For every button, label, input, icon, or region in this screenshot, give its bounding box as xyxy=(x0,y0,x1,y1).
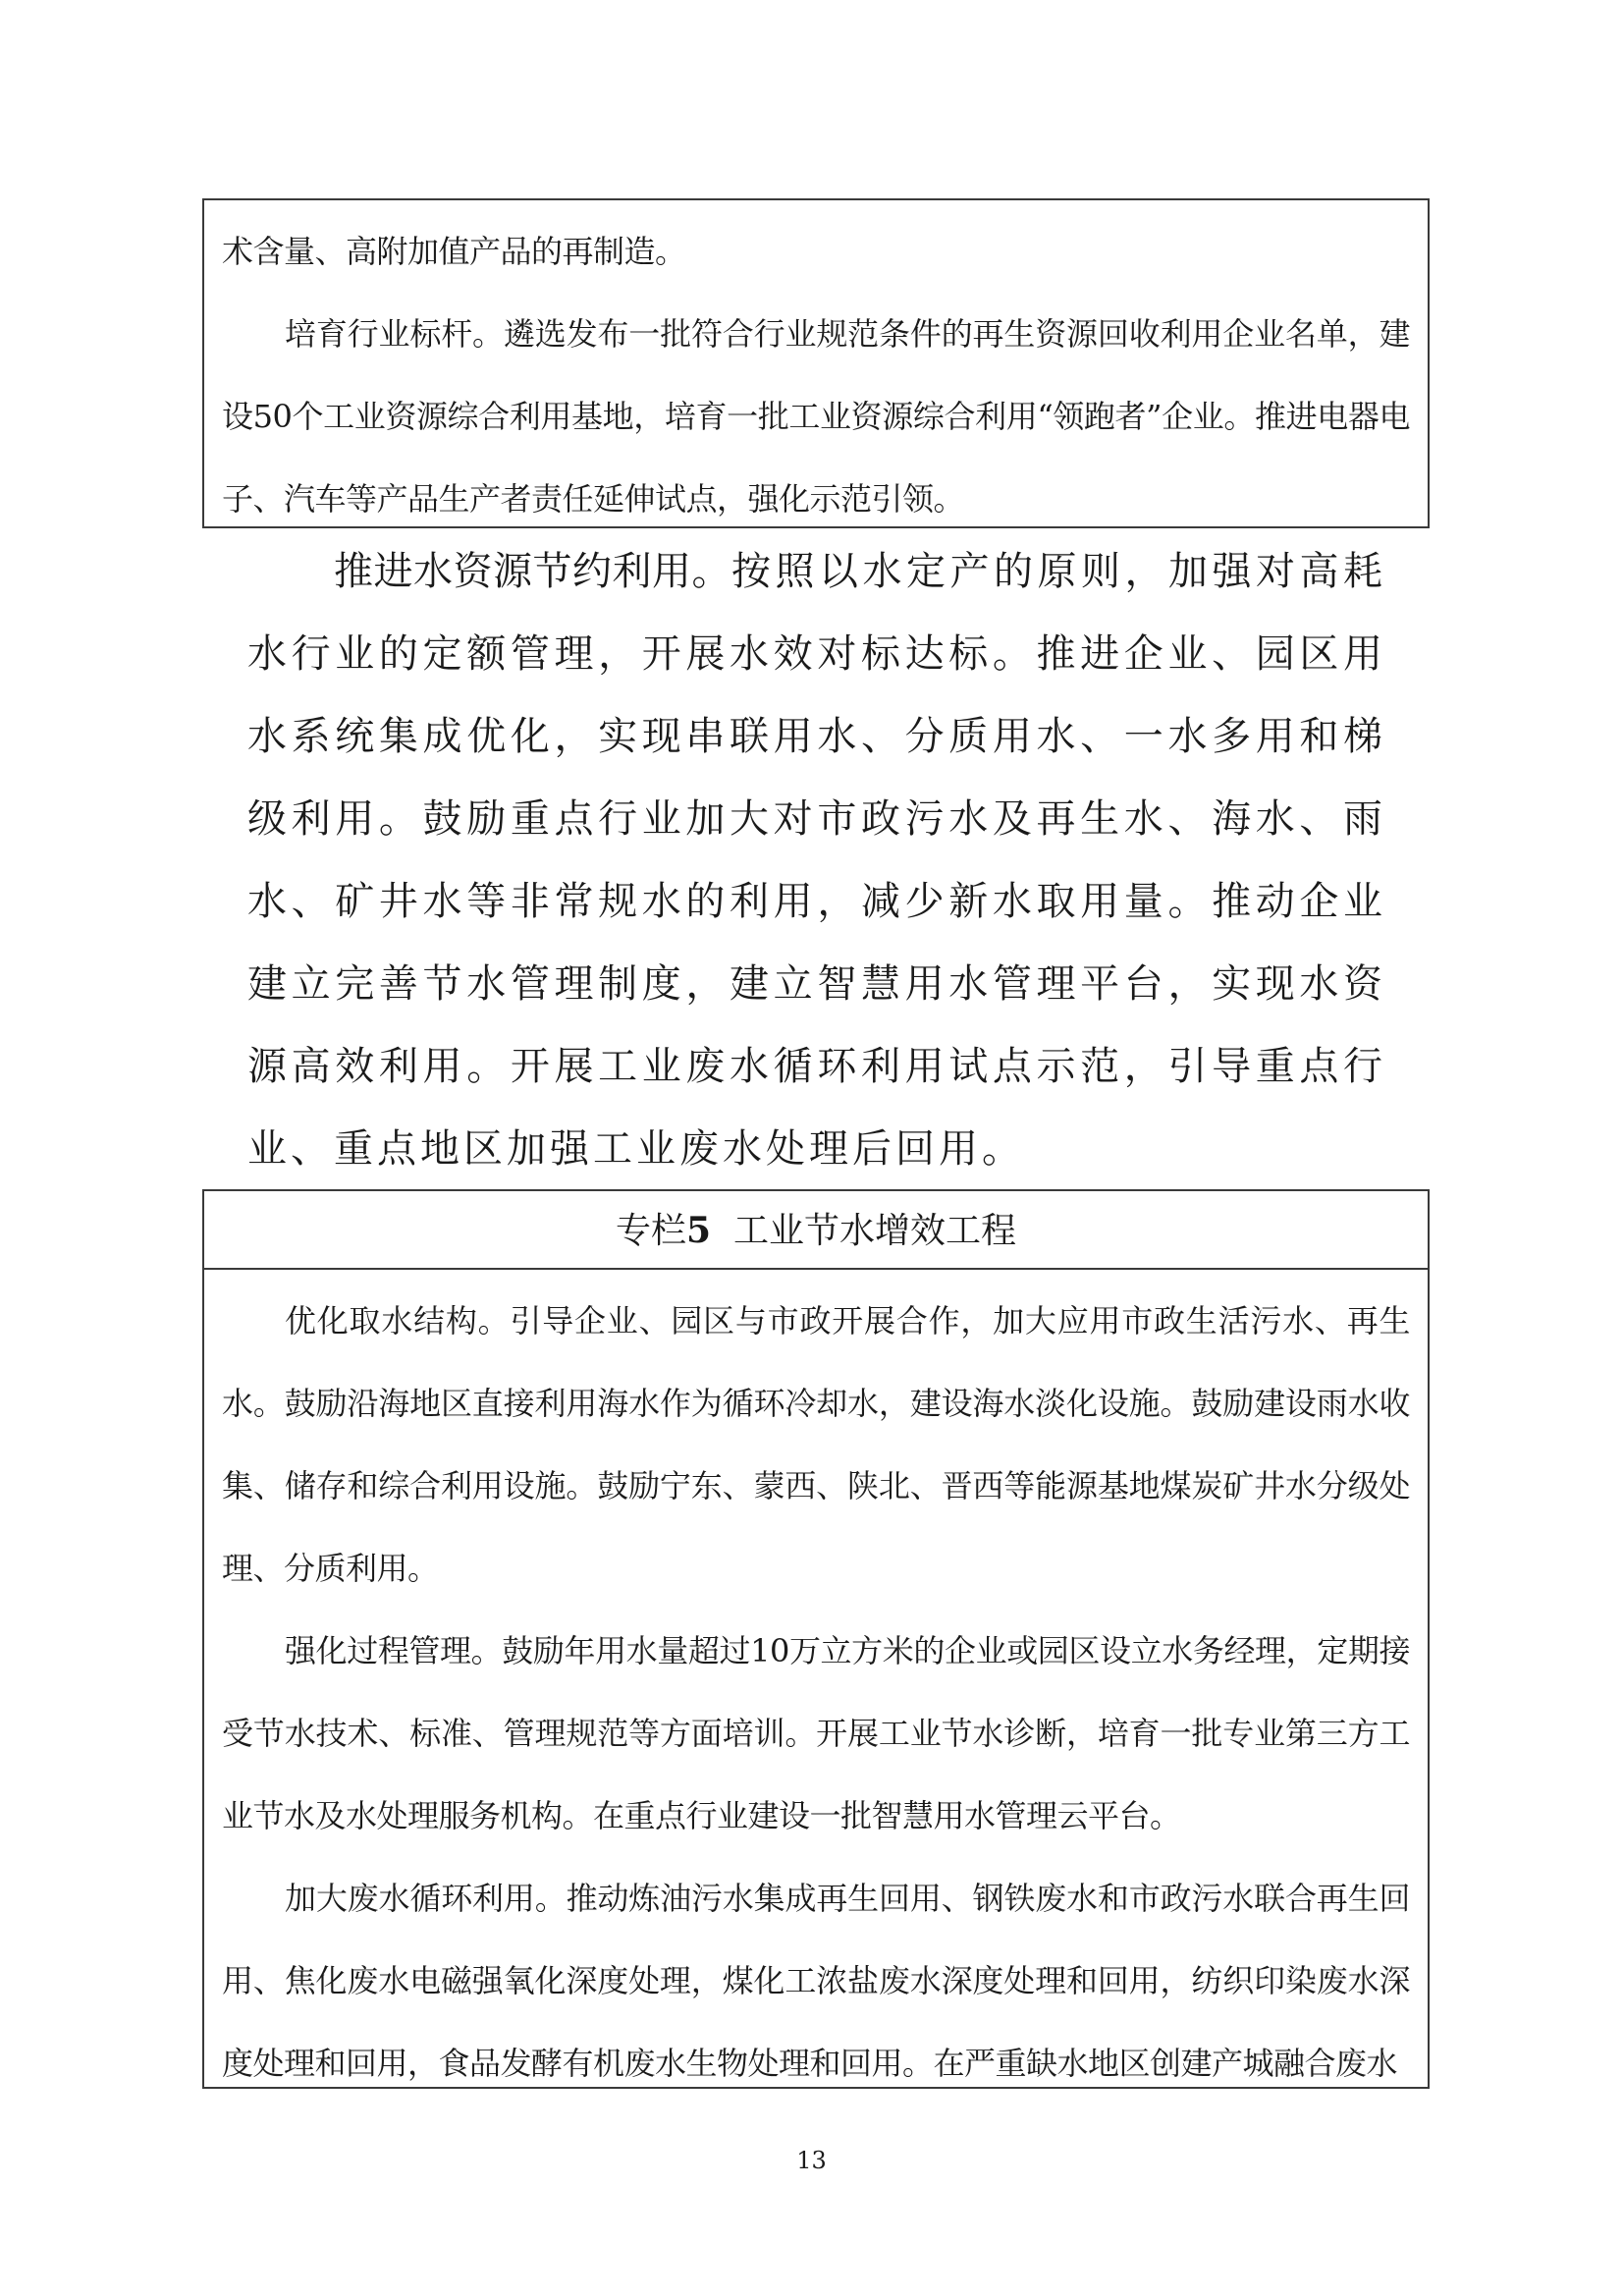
page-number: 13 xyxy=(796,2147,827,2174)
callout-box-content xyxy=(222,210,1410,540)
callout-paragraph: 培育行业标杆。遴选发布一批符合行业规范条件的再生资源回收利用企业名单，建设50个工业资源综合利用基地，培育一批工业资源综合利用“领跑者”企业。推进电器电子、汽车等产品生产者责任延伸试点，强化示范引领。 xyxy=(222,315,1410,518)
callout-box-continued xyxy=(202,198,1430,528)
column-title xyxy=(204,1191,1428,1270)
paragraph-text: 按照以水定产的原则，加强对高耗水行业的定额管理，开展水效对标达标。推进企业、园区用水系统集成优化，实现串联用水、分质用水、一水多用和梯级利用。鼓励重点行业加大对市政污水及再生水、海水、雨水、矿井水等非常规水的利用，减少新水取用量。推动企业建立完善节水管理制度，建立智慧用水管理平台，实现水资源高效利用。开展工业废水循环利用试点示范，引导重点行业、重点地区加强工业废水处理后回用。 xyxy=(247,549,1386,1172)
column-title-prefix: 专栏 xyxy=(616,1211,687,1251)
body-paragraph xyxy=(247,530,1386,1190)
column-paragraph: 加大废水循环利用。推动炼油污水集成再生回用、钢铁废水和市政污水联合再生回用、焦化废水电磁强氧化深度处理，煤化工浓盐废水深度处理和回用，纺织印染废水深度处理和回用，食品发酵有机废水生物处理和回用。在严重缺水地区创建产城融合废水 xyxy=(222,1880,1410,2082)
column-content xyxy=(222,1280,1410,2105)
column-title-text: 工业节水增效工程 xyxy=(732,1211,1016,1251)
column-title-number: 5 xyxy=(686,1210,712,1251)
callout-box-column-5 xyxy=(202,1189,1430,2089)
callout-continuation-text: 术含量、高附加值产品的再制造。 xyxy=(222,233,686,270)
column-paragraph: 强化过程管理。鼓励年用水量超过10万立方米的企业或园区设立水务经理，定期接受节水技术、标准、管理规范等方面培训。开展工业节水诊断，培育一批专业第三方工业节水及水处理服务机构。在重点行业建设一批智慧用水管理云平台。 xyxy=(222,1632,1410,1834)
paragraph-lead-heading: 推进水资源节约利用。 xyxy=(334,549,731,594)
column-paragraph: 优化取水结构。引导企业、园区与市政开展合作，加大应用市政生活污水、再生水。鼓励沿海地区直接利用海水作为循环冷却水，建设海水淡化设施。鼓励建设雨水收集、储存和综合利用设施。鼓励宁东、蒙西、陕北、晋西等能源基地煤炭矿井水分级处理、分质利用。 xyxy=(222,1302,1410,1587)
